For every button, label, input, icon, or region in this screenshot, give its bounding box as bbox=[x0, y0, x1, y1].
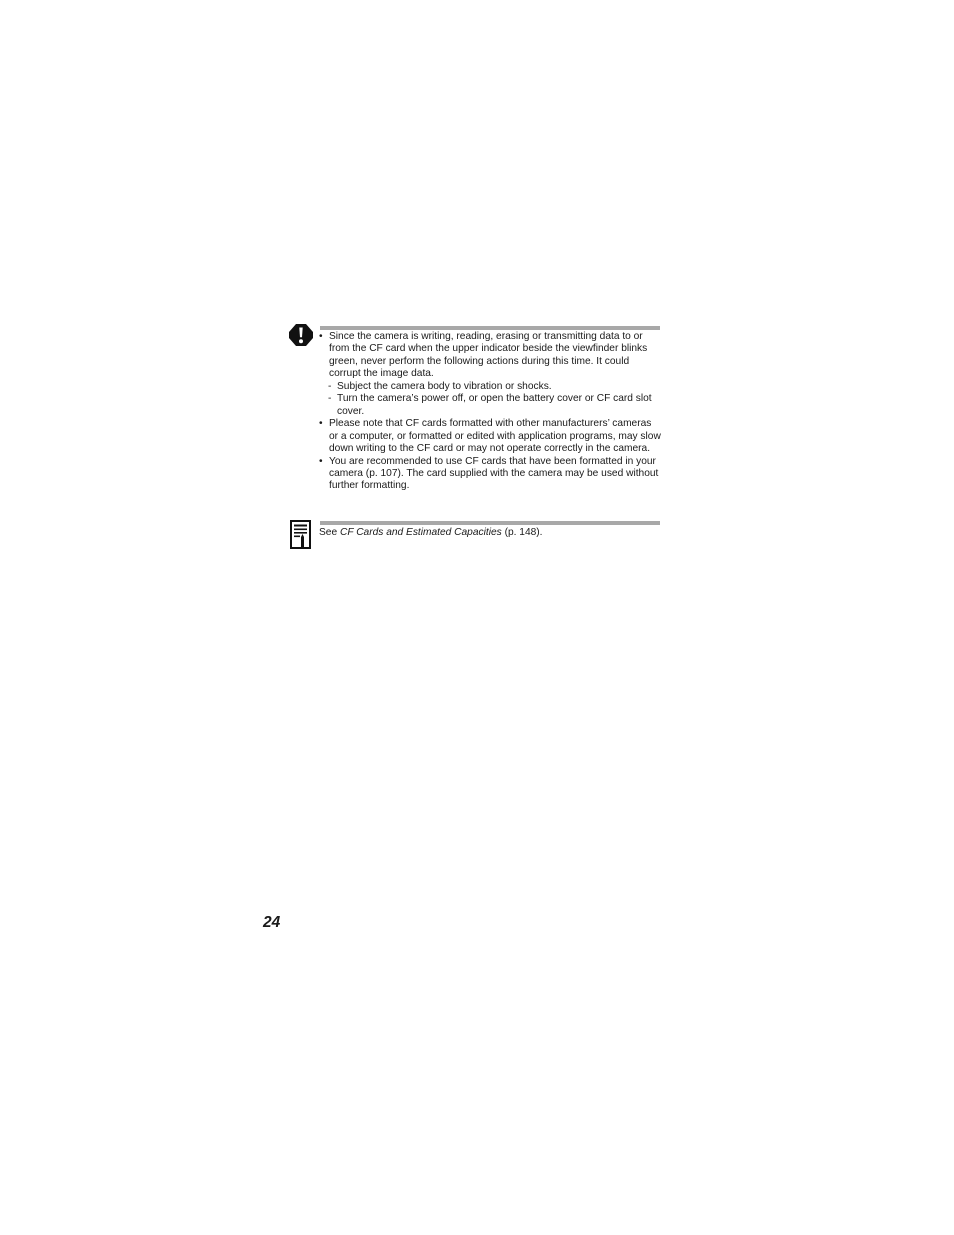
caution-block bbox=[319, 331, 661, 493]
caution-sub-item-text: Subject the camera body to vibration or shocks. bbox=[337, 380, 552, 392]
dash: - bbox=[328, 380, 332, 392]
caution-divider bbox=[320, 326, 660, 330]
caution-sub-item bbox=[319, 393, 661, 418]
note-prefix: See bbox=[319, 527, 340, 538]
caution-exclamation-icon bbox=[289, 324, 313, 346]
bullet: • bbox=[319, 418, 323, 430]
caution-sub-item-text: Turn the camera’s power off, or open the battery cover or CF card slot cover. bbox=[337, 393, 652, 417]
note-memo-icon bbox=[290, 520, 311, 549]
note-block bbox=[319, 527, 661, 539]
caution-item-text: Since the camera is writing, reading, erasing or transmitting data to or from the CF card when the upper indicator beside the viewfinder blinks green, never perform the following actions during this time. It could corrupt the image data. bbox=[329, 331, 648, 380]
bullet: • bbox=[319, 331, 323, 342]
caution-item bbox=[319, 418, 661, 455]
page-number: 24 bbox=[263, 914, 281, 931]
note-suffix: (p. 148). bbox=[501, 527, 543, 538]
note-reference-title: CF Cards and Estimated Capacities bbox=[339, 527, 502, 538]
caution-sub-item bbox=[319, 381, 661, 393]
caution-item-text: Please note that CF cards formatted with other manufacturers’ cameras or a computer, or formatted or edited with application programs, may slow down writing to the CF card or may not operate correctly in the camera. bbox=[329, 418, 661, 455]
caution-item bbox=[319, 331, 661, 381]
caution-item bbox=[319, 456, 661, 493]
bullet: • bbox=[319, 455, 323, 467]
note-divider bbox=[320, 521, 660, 525]
dash: - bbox=[328, 393, 332, 405]
caution-item-text: You are recommended to use CF cards that have been formatted in your camera (p. 107). The card supplied with the camera may be used without further formatting. bbox=[329, 455, 659, 492]
